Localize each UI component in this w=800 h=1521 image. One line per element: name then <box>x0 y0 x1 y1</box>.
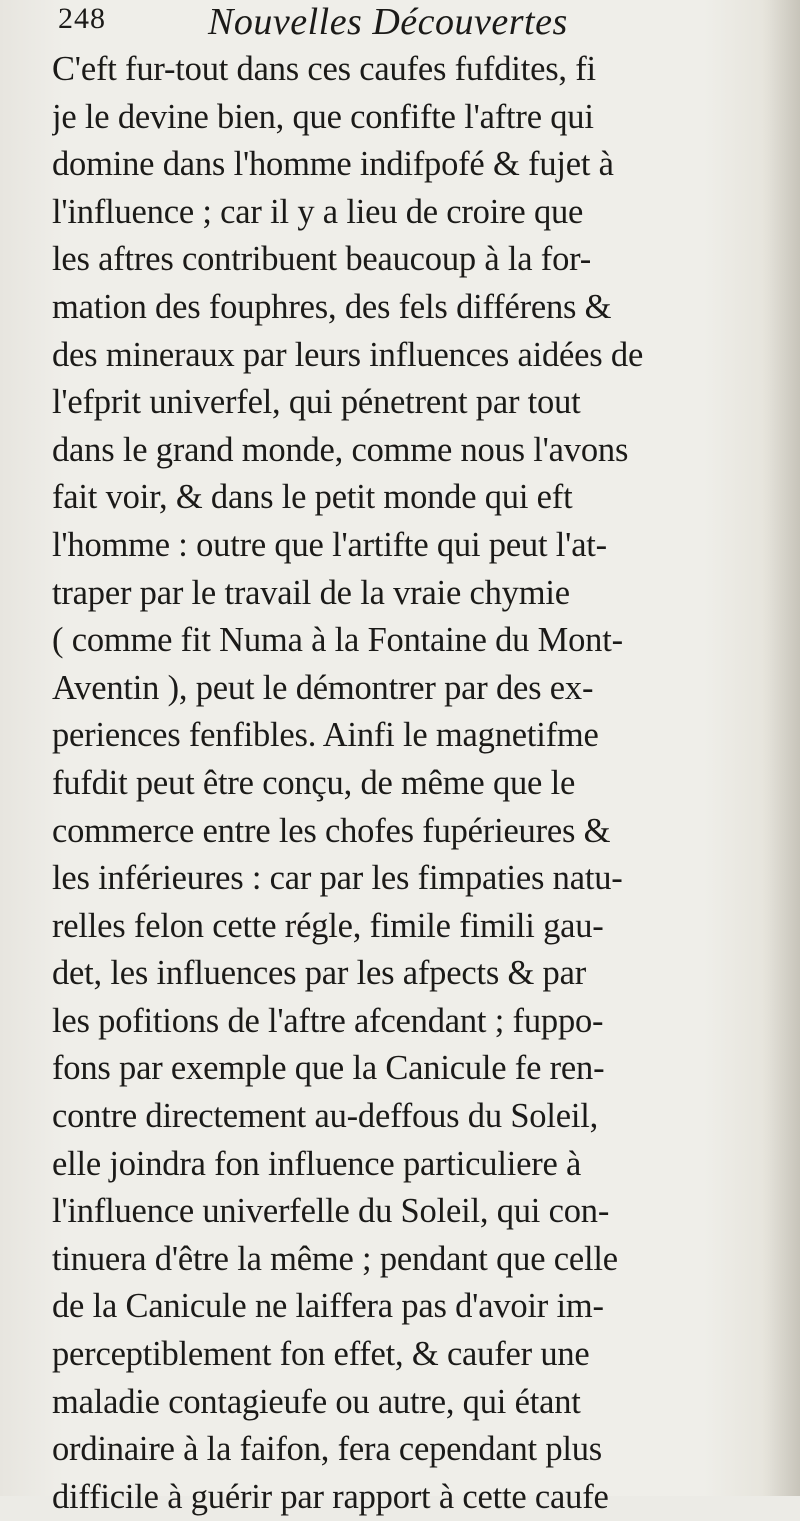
text-line: difficile à guérir par rapport à cette caufe <box>52 1477 609 1516</box>
text-line: mation des fouphres, des fels différens & <box>52 287 612 326</box>
text-line: det, les influences par les afpects & par <box>52 954 586 993</box>
text-line: Aventin ), peut le démontrer par des ex- <box>52 668 594 707</box>
text-line: dans le grand monde, comme nous l'avons <box>52 430 629 469</box>
text-line: fufdit peut être conçu, de même que le <box>52 763 576 802</box>
text-line: l'influence univerfelle du Soleil, qui con- <box>52 1192 610 1231</box>
text-line: tinuera d'être la même ; pendant que celle <box>52 1239 618 1278</box>
text-line: periences fenfibles. Ainfi le magnetifme <box>52 716 599 755</box>
text-line: les inférieures : car par les fimpaties natu- <box>52 859 623 898</box>
text-line: elle joindra fon influence particuliere à <box>52 1144 582 1183</box>
text-line: l'homme : outre que l'artifte qui peut l'at- <box>52 525 607 564</box>
text-line: les pofitions de l'aftre afcendant ; fuppo- <box>52 1001 604 1040</box>
text-line: les aftres contribuent beaucoup à la for- <box>52 240 592 279</box>
text-line: C'eft fur-tout dans ces caufes fufdites, fi <box>52 50 596 88</box>
text-line: relles felon cette régle, fimile fimili gau- <box>52 906 604 945</box>
body-text <box>52 46 792 1521</box>
text-line: contre directement au-deffous du Soleil, <box>52 1097 599 1136</box>
text-line: des mineraux par leurs influences aidées de <box>52 335 644 374</box>
page-number: 248 <box>58 2 106 35</box>
text-line: l'efprit univerfel, qui pénetrent par tout <box>52 383 581 422</box>
text-line: maladie contagieufe ou autre, qui étant <box>52 1382 581 1421</box>
text-line: l'influence ; car il y a lieu de croire que <box>52 192 584 231</box>
text-line: fons par exemple que la Canicule fe ren- <box>52 1049 605 1088</box>
text-line: perceptiblement fon effet, & caufer une <box>52 1335 590 1374</box>
text-line: ( comme fit Numa à la Fontaine du Mont- <box>52 621 623 660</box>
text-line: traper par le travail de la vraie chymie <box>52 573 570 612</box>
text-line: domine dans l'homme indifpofé & fujet à <box>52 145 614 184</box>
text-line: ordinaire à la faifon, fera cependant plus <box>52 1430 603 1469</box>
running-title: Nouvelles Découvertes <box>208 1 568 43</box>
text-line: fait voir, & dans le petit monde qui eft <box>52 478 573 517</box>
text-line: de la Canicule ne laiffera pas d'avoir im- <box>52 1287 604 1326</box>
text-line: commerce entre les chofes fupérieures & <box>52 811 611 850</box>
text-line: je le devine bien, que confifte l'aftre qui <box>52 97 594 136</box>
